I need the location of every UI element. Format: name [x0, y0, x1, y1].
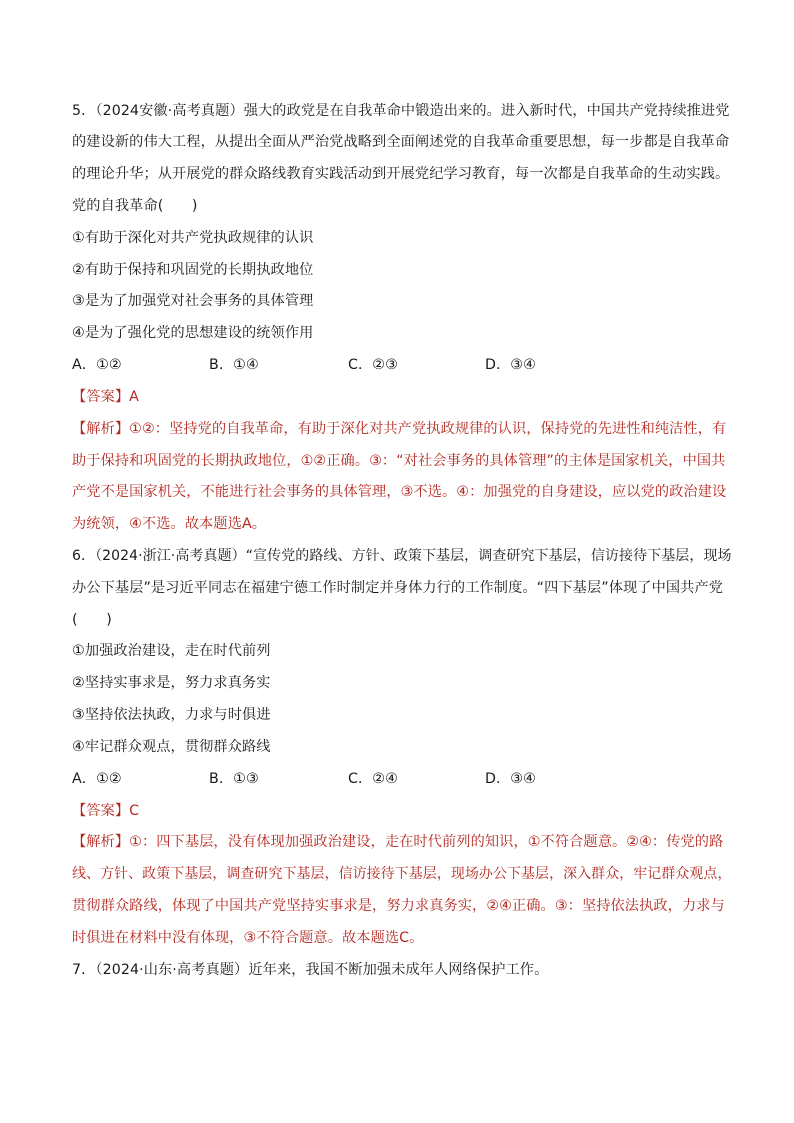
q5-item-3: ③是为了加强党对社会事务的具体管理	[72, 293, 314, 309]
q6-stem-line-1: 6．（2024·浙江·高考真题）“宣传党的路线、方针、政策下基层，调查研究下基层，信访接待下基层，现场	[72, 548, 732, 564]
q7-stem-line-1: 7．（2024·山东·高考真题）近年来，我国不断加强未成年人网络保护工作。	[72, 962, 549, 978]
q6-stem-line-3: ( )	[72, 612, 112, 628]
q6-item-4: ④牢记群众观点，贯彻群众路线	[72, 739, 271, 755]
q6-analysis-line-4: 时俱进在材料中没有体现，③不符合题意。故本题选C。	[72, 930, 424, 946]
q5-stem-line-1: 5．（2024安徽·高考真题）强大的政党是在自我革命中锻造出来的。进入新时代，中国共产党持续推进党	[72, 103, 730, 119]
q6-analysis-line-3: 贯彻群众路线，体现了中国共产党坚持实事求是，努力求真务实，②④正确。③：坚持依法执政，力求与	[72, 898, 725, 914]
q5-option-b: B．①④	[209, 357, 259, 373]
q6-item-1: ①加强政治建设，走在时代前列	[72, 643, 271, 659]
q5-answer: 【答案】A	[72, 389, 139, 405]
q5-stem-line-2: 的建设新的伟大工程，从提出全面从严治党战略到全面阐述党的自我革命重要思想，每一步都是自我革命	[72, 134, 730, 150]
q6-option-c: C．②④	[348, 771, 398, 787]
q6-options	[72, 769, 672, 789]
q5-option-c: C．②③	[348, 357, 398, 373]
q6-item-2: ②坚持实事求是，努力求真务实	[72, 675, 271, 691]
q6-analysis-line-2: 线、方针、政策下基层，调查研究下基层，信访接待下基层，现场办公下基层，深入群众，牢记群众观点，	[72, 866, 732, 882]
q5-analysis-line-4: 为统领，④不选。故本题选A。	[72, 516, 267, 532]
q5-analysis-line-2: 助于保持和巩固党的长期执政地位，①②正确。③：“对社会事务的具体管理”的主体是国家机关，中国共	[72, 453, 726, 469]
q5-options	[72, 355, 672, 375]
q5-option-a: A．①②	[72, 357, 122, 373]
q6-item-3: ③坚持依法执政，力求与时俱进	[72, 707, 271, 723]
q5-item-4: ④是为了强化党的思想建设的统领作用	[72, 325, 314, 341]
q6-option-a: A．①②	[72, 771, 122, 787]
q5-item-2: ②有助于保持和巩固党的长期执政地位	[72, 262, 314, 278]
q5-option-d: D．③④	[485, 357, 536, 373]
q5-stem-line-4: 党的自我革命( )	[72, 198, 198, 214]
q6-analysis-line-1: 【解析】①：四下基层，没有体现加强政治建设，走在时代前列的知识，①不符合题意。②④：传党的路	[72, 834, 724, 850]
q6-stem-line-2: 办公下基层”是习近平同志在福建宁德工作时制定并身体力行的工作制度。“四下基层”体现了中国共产党	[72, 580, 724, 596]
q6-option-b: B．①③	[209, 771, 259, 787]
q5-item-1: ①有助于深化对共产党执政规律的认识	[72, 230, 314, 246]
q6-option-d: D．③④	[485, 771, 536, 787]
q6-answer: 【答案】C	[72, 803, 140, 819]
q5-analysis-line-1: 【解析】①②：坚持党的自我革命，有助于深化对共产党执政规律的认识，保持党的先进性和纯洁性，有	[72, 421, 727, 437]
q5-stem-line-3: 的理论升华；从开展党的群众路线教育实践活动到开展党纪学习教育，每一次都是自我革命的生动实践。	[72, 166, 730, 182]
q5-analysis-line-3: 产党不是国家机关，不能进行社会事务的具体管理，③不选。④：加强党的自身建设，应以党的政治建设	[72, 484, 727, 500]
